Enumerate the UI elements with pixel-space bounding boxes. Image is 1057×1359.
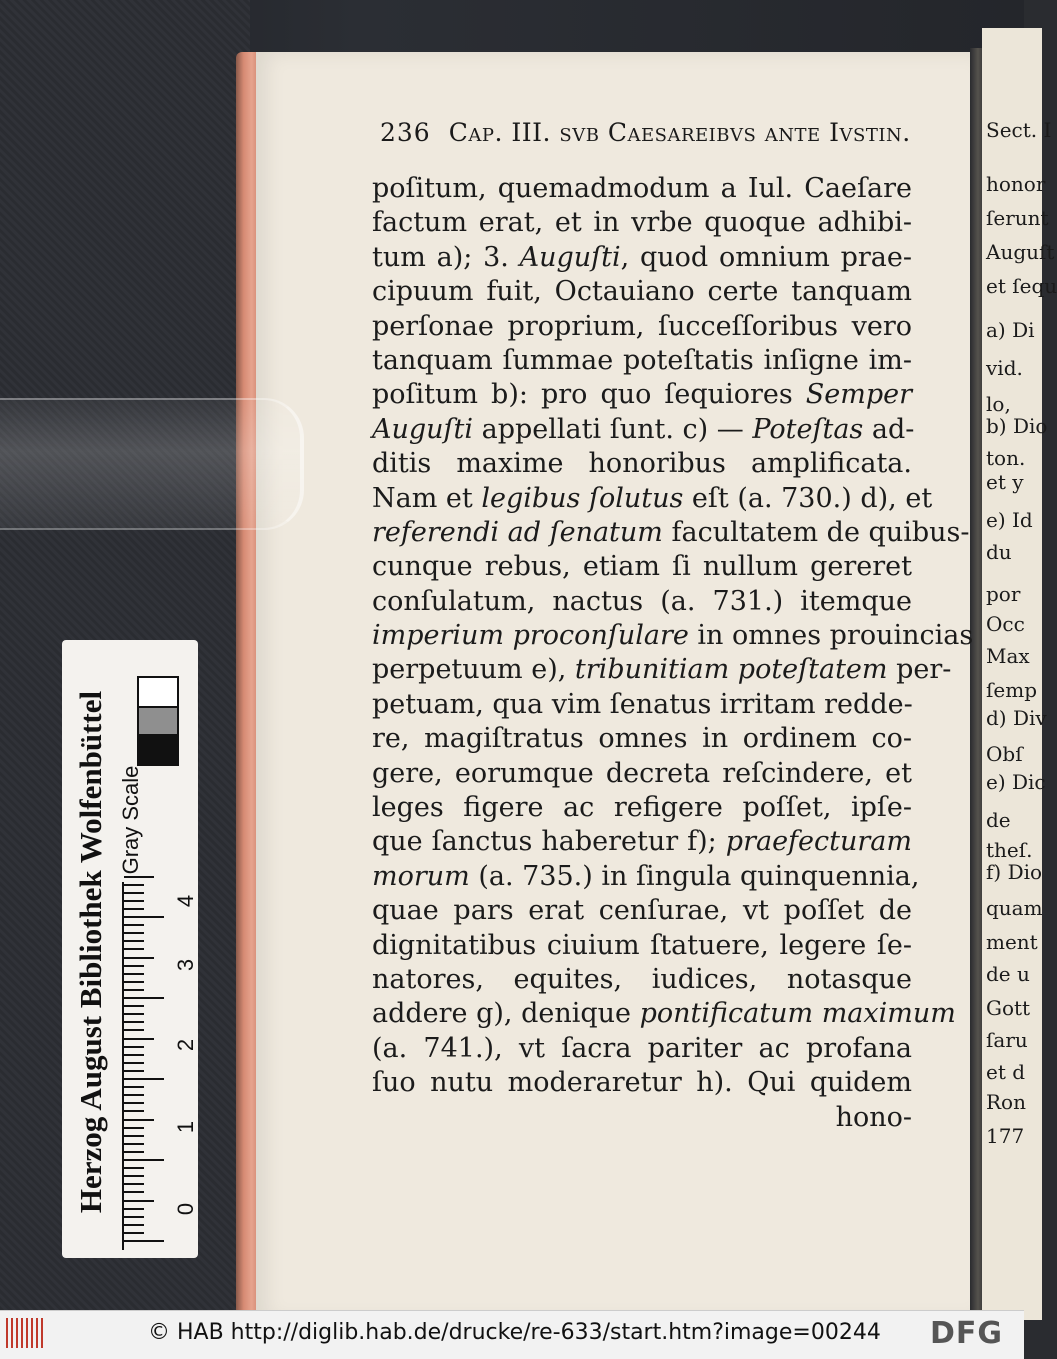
text-run: conſulatum, nactus (a. 731.) itemque bbox=[372, 585, 912, 617]
text-line bbox=[372, 206, 912, 240]
ruler-tick bbox=[124, 884, 144, 886]
text-line bbox=[372, 275, 912, 309]
facing-page-fragment: Max bbox=[986, 644, 1030, 668]
text-line bbox=[372, 688, 912, 722]
text-run: per- bbox=[887, 654, 952, 686]
facing-page-fragment: ment bbox=[986, 930, 1038, 954]
text-run: pontificatum maximum bbox=[639, 998, 956, 1030]
ruler-tick bbox=[124, 1110, 144, 1112]
text-run: (a. 741.), vt ſacra pariter ac profana bbox=[372, 1032, 912, 1064]
ruler-tick bbox=[124, 1143, 144, 1145]
facing-page-fragment: ton. bbox=[986, 446, 1026, 470]
ruler-number-4: 4 bbox=[173, 894, 198, 908]
running-head bbox=[380, 118, 920, 154]
ruler-number-0: 0 bbox=[173, 1202, 198, 1216]
text-run: poſitum, quemadmodum a Iul. Caeſare bbox=[372, 173, 912, 204]
ruler-tick bbox=[124, 1086, 144, 1088]
text-line bbox=[372, 860, 920, 894]
copyright-link[interactable]: © HAB http://diglib.hab.de/drucke/re-633/start.htm?image=00244 bbox=[148, 1320, 881, 1345]
facing-page-fragment: ſerunt bbox=[986, 206, 1049, 230]
facing-page-fragment: et ſequ bbox=[986, 274, 1057, 298]
ruler-number-1: 1 bbox=[173, 1120, 198, 1134]
ruler-tick bbox=[124, 997, 164, 999]
text-run: addere g), denique bbox=[372, 998, 640, 1030]
text-run: ad- bbox=[863, 413, 915, 445]
text-run: ſuo nutu moderaretur h). Qui quidem bbox=[372, 1067, 912, 1099]
ruler-tick bbox=[124, 876, 154, 878]
facing-page-fragment: 177 bbox=[986, 1124, 1025, 1148]
dfg-logo: DFG bbox=[930, 1316, 1004, 1351]
facing-page-fragment: vid. bbox=[986, 356, 1023, 380]
ruler-tick bbox=[124, 1029, 144, 1031]
facing-page-fragment: b) Dio bbox=[986, 414, 1048, 438]
ruler-tick bbox=[124, 981, 144, 983]
facing-page-fragment: e) Id bbox=[986, 508, 1033, 532]
text-run: Poteſtas bbox=[752, 413, 864, 445]
running-head-title: Cap. III. svb Caesareibvs ante Ivstin. bbox=[448, 118, 911, 147]
ruler-tick bbox=[124, 1046, 144, 1048]
swatch-white bbox=[137, 676, 179, 710]
ruler-tick bbox=[124, 948, 144, 950]
ruler-tick bbox=[124, 1054, 144, 1056]
ruler-tick bbox=[124, 1232, 144, 1234]
ruler-tick bbox=[124, 1208, 144, 1210]
facing-page-fragment: Occ bbox=[986, 612, 1025, 636]
catchword: hono- bbox=[835, 1101, 912, 1133]
text-line bbox=[372, 825, 912, 859]
text-run: leges figere ac refigere poſſet, ipſe- bbox=[372, 792, 912, 824]
facing-page-fragment: e) Dic bbox=[986, 770, 1046, 794]
glass-page-clip bbox=[0, 398, 304, 530]
ruler-tick bbox=[124, 1159, 164, 1161]
text-run: re, magiſtratus omnes in ordinem co- bbox=[372, 723, 912, 755]
text-line bbox=[372, 722, 912, 756]
facing-page-fragment: ſaru bbox=[986, 1028, 1028, 1052]
ruler-tick bbox=[124, 892, 144, 894]
text-line bbox=[372, 997, 956, 1031]
text-line bbox=[372, 172, 912, 206]
ruler-tick bbox=[124, 916, 164, 918]
page-body-text bbox=[372, 172, 974, 1135]
facing-page-fragment: lo, bbox=[986, 392, 1011, 416]
text-line bbox=[372, 344, 912, 378]
text-run: cunque rebus, etiam ſi nullum gereret bbox=[372, 551, 912, 583]
facing-page-fragment: Gott bbox=[986, 996, 1031, 1020]
facing-page-fragment: de bbox=[986, 808, 1011, 832]
text-line bbox=[372, 963, 912, 997]
ruler-tick bbox=[124, 1127, 144, 1129]
facing-page-fragment: por bbox=[986, 582, 1021, 606]
text-run: que ſanctus haberetur f); bbox=[372, 826, 726, 858]
text-line bbox=[372, 929, 912, 963]
ruler-tick bbox=[124, 924, 144, 926]
ruler-tick bbox=[124, 1013, 144, 1015]
text-run: , quod omnium prae- bbox=[620, 241, 912, 273]
text-line bbox=[372, 757, 912, 791]
text-line bbox=[372, 241, 912, 275]
text-run: perſonae proprium, ſucceſſoribus vero bbox=[372, 310, 912, 342]
text-run: legibus ſolutus bbox=[481, 482, 684, 514]
facing-page-fragment: Ron bbox=[986, 1090, 1026, 1114]
gray-scale-label-wrap bbox=[118, 760, 158, 880]
ruler-number-3: 3 bbox=[173, 958, 198, 972]
text-run: cipuum fuit, Octauiano certe tanquam bbox=[372, 276, 912, 308]
ruler-tick bbox=[124, 1078, 164, 1080]
text-line bbox=[372, 791, 912, 825]
text-line bbox=[372, 482, 933, 516]
ruler-tick bbox=[124, 1070, 144, 1072]
text-run: factum erat, et in vrbe quoque adhibi- bbox=[372, 207, 912, 239]
page-number: 236 bbox=[380, 118, 431, 147]
text-line bbox=[372, 413, 915, 447]
ruler-tick bbox=[124, 1167, 144, 1169]
ruler-tick bbox=[124, 1191, 144, 1193]
text-line bbox=[372, 310, 912, 344]
text-run: (a. 735.) in ſingula quinquennia, bbox=[469, 860, 920, 892]
ruler-tick bbox=[124, 1005, 144, 1007]
ruler-tick bbox=[124, 1094, 144, 1096]
gray-scale-label: Gray Scale bbox=[118, 765, 143, 875]
text-run: eſt (a. 730.) d), et bbox=[683, 482, 933, 514]
ruler-tick bbox=[124, 1175, 144, 1177]
text-run: petuam, qua vim ſenatus irritam redde- bbox=[372, 688, 913, 720]
text-run: poſitum b): pro quo ſequiores bbox=[372, 379, 806, 411]
text-line bbox=[372, 585, 912, 619]
facing-page-fragment: du bbox=[986, 540, 1012, 564]
text-run: tum a); 3. bbox=[372, 241, 520, 273]
facing-page-fragment: et y bbox=[986, 470, 1024, 494]
text-run: Semper bbox=[805, 379, 912, 411]
ruler-tick bbox=[124, 1119, 154, 1121]
ruler-tick bbox=[124, 1216, 144, 1218]
text-run: dignitatibus ciuium ſtatuere, legere ſe- bbox=[372, 929, 912, 961]
facing-page-fragment: Auguſt bbox=[986, 240, 1055, 264]
facing-page-fragment: de u bbox=[986, 962, 1030, 986]
facing-page-fragment: quam bbox=[986, 896, 1043, 920]
text-line bbox=[372, 550, 912, 584]
scale-card-title: Herzog August Bibliothek Wolfenbüttel bbox=[73, 690, 108, 1214]
text-run: perpetuum e), bbox=[372, 654, 575, 686]
ruler-tick bbox=[124, 908, 144, 910]
text-run: Auguſti bbox=[372, 413, 474, 445]
text-run: tanquam ſummae poteſtatis inſigne im- bbox=[372, 344, 912, 376]
ruler-tick bbox=[124, 1240, 164, 1242]
ruler-tick bbox=[124, 1102, 144, 1104]
ruler-tick bbox=[124, 1135, 144, 1137]
cm-ruler bbox=[122, 882, 168, 1250]
text-line bbox=[372, 653, 952, 687]
ruler-tick bbox=[124, 957, 154, 959]
text-run: referendi ad ſenatum bbox=[372, 516, 663, 548]
text-run: gere, eorumque decreta reſcindere, et bbox=[372, 757, 912, 789]
ruler-tick bbox=[124, 1200, 154, 1202]
facing-page-fragment: et d bbox=[986, 1060, 1026, 1084]
ruler-tick bbox=[124, 1151, 144, 1153]
text-line bbox=[372, 894, 912, 928]
text-run: appellati ſunt. c) — bbox=[473, 413, 753, 445]
text-run: in omnes prouincias bbox=[688, 620, 974, 652]
text-line bbox=[372, 447, 912, 481]
facing-page-fragment: Sect. I bbox=[986, 118, 1052, 142]
text-run: imperium proconſulare bbox=[372, 620, 689, 652]
text-run: Auguſti bbox=[519, 241, 621, 273]
ruler-tick bbox=[124, 932, 144, 934]
ruler-tick bbox=[124, 989, 144, 991]
text-line bbox=[372, 516, 970, 550]
ruler-tick bbox=[124, 940, 144, 942]
text-run: natores, equites, iudices, notasque bbox=[372, 963, 912, 995]
text-run: quae pars erat cenſurae, vt poſſet de bbox=[372, 895, 912, 927]
facing-page-fragment: theſ. bbox=[986, 838, 1033, 862]
ruler-tick bbox=[124, 900, 144, 902]
barcode-icon bbox=[6, 1318, 44, 1348]
facing-page-fragment: Obſ bbox=[986, 742, 1023, 766]
ruler-tick bbox=[124, 965, 144, 967]
facing-page-fragment: a) Di bbox=[986, 318, 1035, 342]
text-run: Nam et bbox=[372, 482, 482, 514]
ruler-tick bbox=[124, 1062, 144, 1064]
text-line bbox=[372, 1032, 912, 1066]
facing-page-fragment: honor bbox=[986, 172, 1046, 196]
ruler-tick bbox=[124, 1038, 154, 1040]
facing-page-fragment: ſemp bbox=[986, 678, 1038, 702]
text-run: tribunitiam poteſtatem bbox=[574, 654, 888, 686]
text-line bbox=[372, 619, 974, 653]
facing-page-fragment: d) Div bbox=[986, 706, 1047, 730]
text-run: praefecturam bbox=[725, 826, 912, 858]
text-run: morum bbox=[372, 860, 470, 892]
text-run: facultatem de quibus- bbox=[662, 516, 970, 548]
ruler-number-2: 2 bbox=[173, 1038, 198, 1052]
text-line bbox=[372, 378, 912, 412]
scale-card-title-wrap bbox=[68, 646, 118, 1252]
ruler-tick bbox=[124, 1183, 144, 1185]
ruler-tick bbox=[124, 1224, 144, 1226]
facing-page-fragment: f) Dio bbox=[986, 860, 1043, 884]
text-run: ditis maxime honoribus amplificata. bbox=[372, 448, 912, 480]
ruler-tick bbox=[124, 1021, 144, 1023]
text-line bbox=[372, 1066, 912, 1100]
ruler-tick bbox=[124, 973, 144, 975]
